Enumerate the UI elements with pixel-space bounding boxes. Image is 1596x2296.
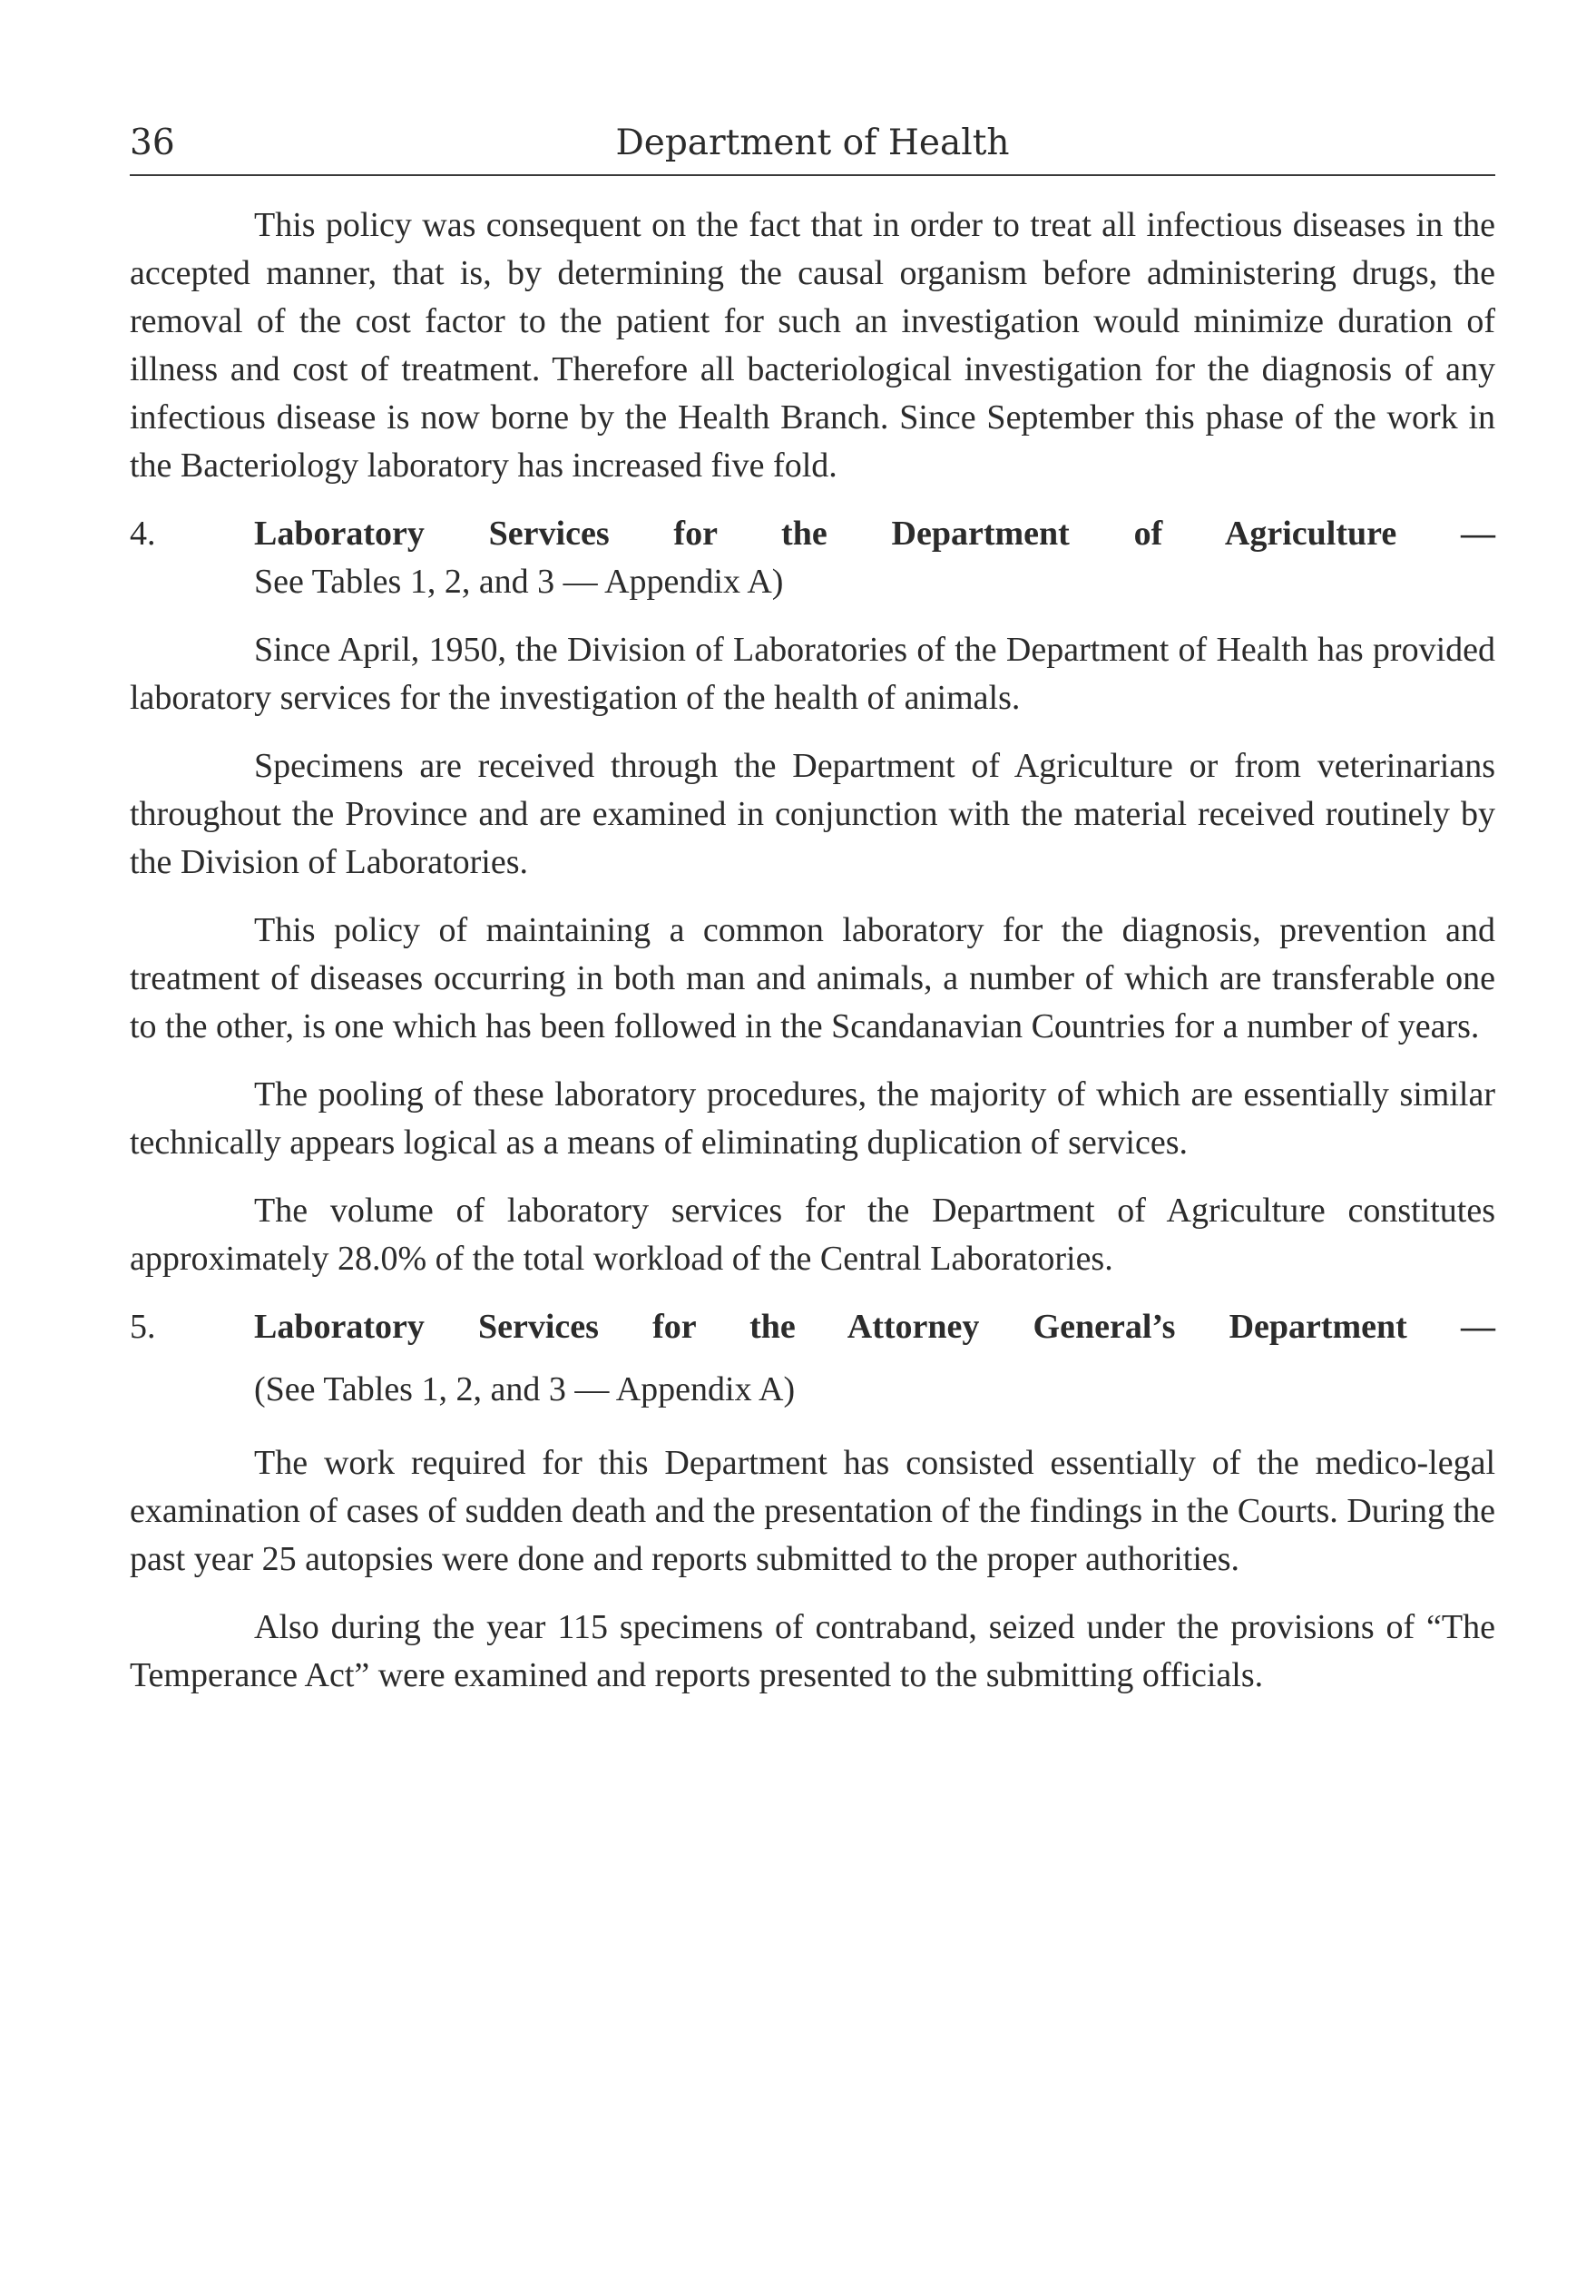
section-heading-5	[130, 1303, 1495, 1351]
paragraph: Since April, 1950, the Division of Laboratories of the Department of Health has provided laboratory services for the investigation of the health of animals.	[130, 631, 1495, 717]
paragraph: The work required for this Department has consisted essentially of the medico-legal examination of cases of sudden death and the presentation of the findings in the Courts. During the past year 25 autopsies were done and reports submitted to the proper authorities.	[130, 1444, 1495, 1578]
section-title: Laboratory Services for the Attorney General’s Department —	[254, 1308, 1495, 1346]
section-heading-4	[130, 510, 1495, 558]
paragraph: Also during the year 115 specimens of contraband, seized under the provisions of “The Temperance Act” were examined and reports presented to the submitting officials.	[130, 1608, 1495, 1694]
page-number: 36	[130, 123, 175, 163]
paragraph: Specimens are received through the Department of Agriculture or from veterinarians throughout the Province and are examined in conjunction with the material received routinely by the Division of Laboratories.	[130, 747, 1495, 881]
section-title: Laboratory Services for the Department of Agriculture —	[254, 515, 1495, 553]
header-rule	[130, 174, 1495, 176]
paragraph: The pooling of these laboratory procedures, the majority of which are essentially similar technically appears logical as a means of eliminating duplication of services.	[130, 1075, 1495, 1162]
document-page	[130, 116, 1495, 1720]
section-subtitle: (See Tables 1, 2, and 3 — Appendix A)	[254, 1370, 796, 1408]
paragraph: This policy was consequent on the fact that in order to treat all infectious diseases in the accepted manner, that is, by determining the causal organism before administering drugs, the removal of the cost factor to the patient for such an investigation would minimize duration of illness and cost of treatment. Therefore all bacteriological investigation for the diagnosis of any infectious disease is now borne by the Health Branch. Since September this phase of the work in the Bacteriology laboratory has increased five fold.	[130, 206, 1495, 485]
paragraph: This policy of maintaining a common laboratory for the diagnosis, prevention and treatment of diseases occurring in both man and animals, a number of which are transferable one to the other, is one which has been followed in the Scandanavian Countries for a number of years.	[130, 911, 1495, 1045]
body-text	[130, 201, 1495, 1700]
section-number: 4.	[130, 515, 156, 553]
running-header	[130, 116, 1495, 171]
running-title: Department of Health	[615, 123, 1010, 163]
section-subtitle: See Tables 1, 2, and 3 — Appendix A)	[254, 563, 784, 601]
paragraph: The volume of laboratory services for the Department of Agriculture constitutes approximately 28.0% of the total workload of the Central Laboratories.	[130, 1192, 1495, 1278]
section-number: 5.	[130, 1308, 156, 1346]
